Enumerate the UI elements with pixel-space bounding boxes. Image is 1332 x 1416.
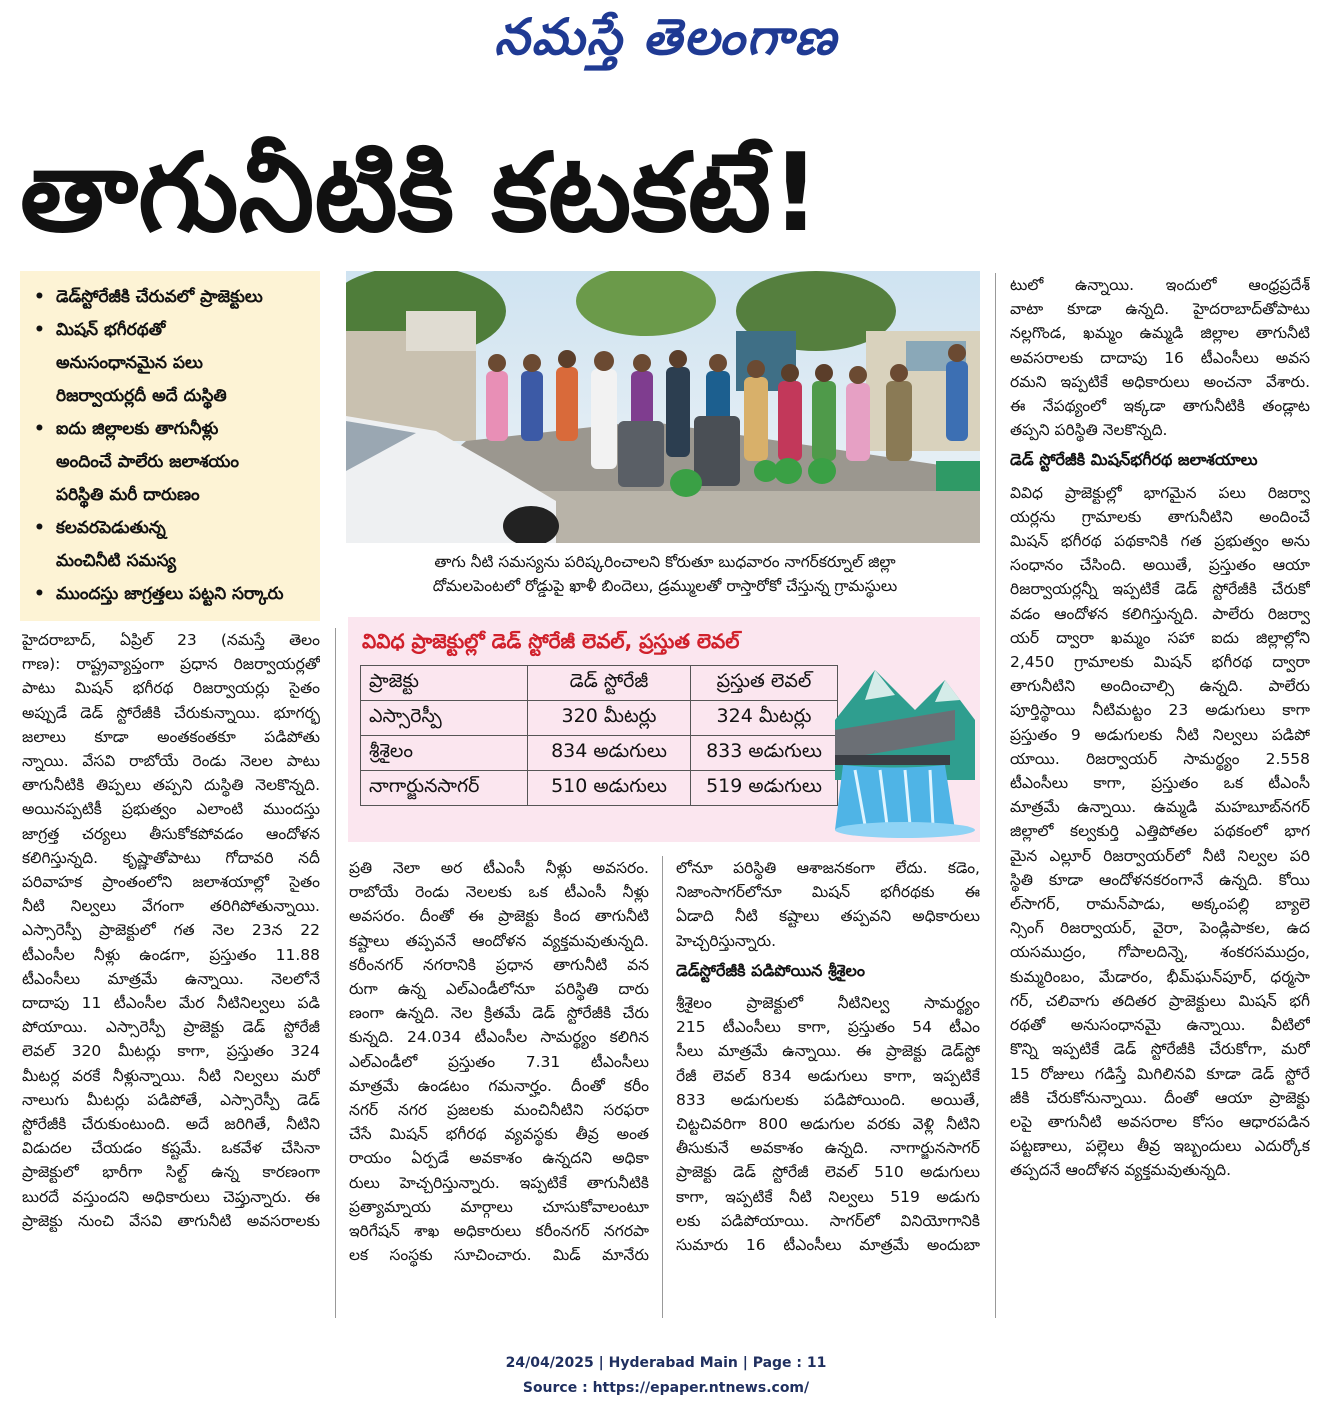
table-cell: 833 అడుగులు (691, 736, 838, 771)
caption-line: తాగు నీటి సమస్యను పరిష్కరించాలని కోరుతూ బుధవారం నాగర్‌కర్నూల్ జిల్లా (434, 553, 896, 571)
highlight-line: ముందస్తు జాగ్రత్తలు పట్టని సర్కారు (56, 584, 284, 604)
article-text-line: కున్నది. 24.034 టీఎంసీల సామర్థ్యం కలిగిన (349, 1028, 649, 1047)
article-text-line: వడం ఆందోళన కలిగిస్తున్నది. పాలేరు రిజర్వా (1010, 604, 1310, 623)
article-text-line: ప్రాజెక్టు నుంచి వేసవి తాగునీటి అవసరాలకు (22, 1211, 320, 1230)
article-text-line: రాయం ఏర్పడే అవకాశం ఉన్నదని అధికా (349, 1149, 649, 1168)
highlight-line: కలవరపెడుతున్న (56, 518, 166, 538)
article-text-line: ప్రాజెక్టులో భారీగా సిల్ట్ ఉన్న కారణంగా (22, 1163, 320, 1182)
article-text-line: అప్పుడే డెడ్ స్టోరేజీకి చేరుకున్నాయి. భూగర్భ (22, 703, 320, 722)
article-text-line: లపై తాగునీటి అవసరాల కోసం ఆధారపడిన (1010, 1112, 1310, 1131)
highlight-line: అనుసంధానమైన పలు (56, 353, 203, 373)
article-column-1 (22, 628, 320, 1233)
article-text-line: తప్పదనే ఆందోళన వ్యక్తమవుతున్నది. (1010, 1161, 1232, 1180)
article-text-line: ఏడాది నీటి కష్టాలు తప్పవని అధికారులు (676, 907, 980, 926)
article-text-line: మీటర్ల వరకే నీళ్లున్నాయి. నీటి నిల్వలు మరో (22, 1066, 320, 1085)
article-text-line: తాగునీటిని అందించాల్సి ఉన్నది. పాలేరు (1010, 677, 1310, 696)
table-row (361, 701, 838, 736)
article-text-line: లక సంస్థకు సూచించారు. మిడ్ మానేరు (349, 1246, 649, 1265)
article-text-line: జలాలు కూడా అంతకంతకూ పడిపోతు (22, 727, 320, 746)
article-text-line: కొన్ని ఇప్పటికే డెడ్ స్టోరేజీకి చేరుకోగా, మరో (1010, 1040, 1310, 1059)
article-text-line: మాత్రమే ఉన్నాయి. ఉమ్మడి మహబూబ్‌నగర్ (1010, 798, 1310, 817)
article-text-line: హెచ్చరిస్తున్నారు. (676, 931, 777, 950)
article-text-line: తప్పని పరిస్థితి నెలకొన్నది. (1010, 421, 1168, 440)
column-divider (335, 628, 336, 1318)
article-text-line: పోయాయి. ఎస్సారెస్పీ ప్రాజెక్టు డెడ్ స్టోరేజీ (22, 1018, 320, 1037)
article-text-line: నగర్ నగర ప్రజలకు మంచినీటిని సరఫరా (349, 1101, 649, 1120)
highlight-item (30, 413, 312, 512)
masthead-logo: నమస్తే తెలంగాణ (494, 8, 838, 66)
article-text-line: 2,450 గ్రామాలకు మిషన్ భగీరథ ద్వారా (1010, 653, 1310, 672)
article-text-line: అవసరం. దీంతో ఈ ప్రాజెక్టు కింద తాగునీటి (349, 907, 649, 926)
article-column-3 (676, 856, 980, 1257)
table-header: డెడ్ స్టోరేజీ (528, 666, 691, 701)
bullet-icon: • (34, 287, 45, 307)
article-text-line: స్థితి కూడా ఆందోళనకరంగానే ఉన్నది. కోయి (1010, 870, 1310, 889)
dam-icon (835, 660, 975, 838)
article-text-line: సుమారు 16 టీఎంసీలు మాత్రమే అందుబా (676, 1236, 980, 1255)
article-text-line: కుమ్మరింబం, మేడారం, భీమ్‌ఘన్‌పూర్, ధర్మసా (1010, 967, 1310, 986)
article-text-line: కరీంనగర్ నగరానికి ప్రధాన తాగునీటి వన (349, 955, 649, 974)
article-text-line: లోనూ పరిస్థితి ఆశాజనకంగా లేదు. కడెం, (676, 859, 980, 877)
article-text-line: ఈ నేపథ్యంలో ఇక్కడా తాగునీటికి తండ్లాట (1010, 397, 1310, 416)
article-text-line: నీటి నిల్వలు వేగంగా తరిగిపోతున్నాయి. (22, 897, 320, 916)
table-header: ప్రాజెక్టు (361, 666, 528, 701)
highlight-line: మిషన్ భగీరథతో (56, 320, 166, 340)
table-row (361, 771, 838, 806)
article-text-line: కాగా, ఇప్పటికే నీటి నిల్వలు 519 అడుగు (676, 1187, 980, 1206)
article-text-line: యర్లను గ్రామాలకు తాగునీటిని అందించే (1010, 507, 1310, 526)
table-row (361, 736, 838, 771)
article-text-line: ప్రస్తుతం 9 అడుగులకు నీటి నిల్వలు పడిపో (1010, 725, 1310, 744)
table-header: ప్రస్తుత లెవల్ (691, 666, 838, 701)
article-text-line: మిషన్ భగీరథ పథకానికి గత ప్రభుత్వం అను (1010, 532, 1310, 551)
article-text-line: 833 అడుగులకు పడిపోయింది. అయితే, (676, 1090, 980, 1109)
article-text-line: మాత్రమే ఉండటం గమనార్హం. దీంతో కరీం (349, 1076, 649, 1095)
article-text-line: అయినప్పటికీ ప్రభుత్వం ఎలాంటి ముందస్తు (22, 800, 320, 819)
bullet-icon: • (34, 518, 45, 538)
article-text-line: టులో ఉన్నాయి. ఇందులో ఆంధ్రప్రదేశ్ (1010, 276, 1310, 294)
table-cell: నాగార్జునసాగర్ (361, 771, 528, 806)
article-text-line: వాటా కూడా ఉన్నది. హైదరాబాద్‌తోపాటు (1010, 300, 1310, 319)
footer-edition-info: 24/04/2025 | Hyderabad Main | Page : 11 (505, 1355, 827, 1371)
highlight-item (30, 578, 312, 611)
dam-illustration (835, 660, 975, 838)
news-photo (346, 271, 980, 543)
highlight-item (30, 512, 312, 578)
article-text-line: హైదరాబాద్, ఏప్రిల్ 23 (నమస్తే తెలం (22, 631, 320, 649)
article-text-line: ప్రత్యామ్నాయ మార్గాలు చూసుకోవాలంటూ (349, 1197, 649, 1216)
article-column-2 (349, 856, 649, 1267)
article-text-line: జిల్లాలో కల్వకుర్తి ఎత్తిపోతల పథకంలో భాగ (1010, 822, 1310, 841)
article-text-line: లకు పడిపోయాయి. సాగర్‌లో వినియోగానికి (676, 1211, 980, 1230)
article-text-line: గర్, చలివాగు తదితర ప్రాజెక్టులు మిషన్ భగీ (1010, 991, 1310, 1010)
article-text-line: లెవల్ 320 మీటర్లు కాగా, ప్రస్తుతం 324 (22, 1042, 320, 1061)
article-text-line: జాగ్రత్త చర్యలు తీసుకోకపోవడం ఆందోళన (22, 824, 320, 843)
headline: తాగునీటికి కటకటే! (20, 131, 821, 256)
table-cell: 510 అడుగులు (528, 771, 691, 806)
article-text-line: న్నాయి. వేసవి రాబోయే రెండు నెలల పాటు (22, 752, 320, 771)
article-text-line: ఎస్సారెస్పీ ప్రాజెక్టులో గత నెల 23న 22 (22, 921, 320, 940)
article-text-line: పట్టణాలు, పల్లెలు తీవ్ర ఇబ్బందులు ఎదుర్కోక (1010, 1137, 1310, 1156)
article-text-line: శ్రీశైలం ప్రాజెక్టులో నీటినిల్వ సామర్థ్యం (676, 994, 980, 1013)
article-text-line: రుగా ఉన్న ఎల్‌ఎండీలోనూ పరిస్థితి దారు (349, 980, 649, 999)
footer-source: Source : https://epaper.ntnews.com/ (522, 1380, 810, 1396)
article-text-line: యర్ ద్వారా ఖమ్మం సహా ఐదు జిల్లాల్లోని (1010, 628, 1310, 647)
photo-caption (360, 550, 970, 598)
article-text-line: రమని ఇప్పటికే అధికారులు అంచనా వేశారు. (1010, 372, 1310, 391)
article-text-line: రులు హెచ్చరిస్తున్నారు. ఇప్పటికే తాగునీటికి (349, 1173, 649, 1192)
table-cell: 320 మీటర్లు (528, 701, 691, 736)
article-text-line: రేజీ లెవల్ 834 అడుగులు కాగా, ఇప్పటికే (676, 1066, 980, 1085)
article-text-line: విడుదల చేయడం కష్టమే. ఒకవేళ చేసినా (22, 1139, 320, 1158)
article-text-line: టీఎంసీలు మాత్రమే ఉన్నాయి. నెలలోనే (22, 969, 320, 988)
article-text-line: పాటు మిషన్ భగీరథ రిజర్వాయర్లు సైతం (22, 679, 320, 698)
levels-table (360, 665, 838, 806)
article-text-line: పరివాహక ప్రాంతంలోని జలాశయాల్లో సైతం (22, 873, 320, 892)
article-text-line: న్సింగ్ రిజర్వాయర్, వైరా, పెండ్లిపాకల, ఉద (1010, 919, 1310, 938)
article-text-line: కష్టాలు తప్పవనే ఆందోళన వ్యక్తమవుతున్నది. (349, 931, 649, 950)
article-text-line: మైన ఎల్లూర్ రిజర్వాయర్‌లో నీటి నిల్వల పరి (1010, 846, 1310, 865)
article-text-line: యసముద్రం, గోపాలదిన్నె, శంకరసముద్రం, (1010, 943, 1310, 962)
bullet-icon: • (34, 320, 45, 340)
article-column-4 (1010, 273, 1310, 1183)
table-title: వివిధ ప్రాజెక్టుల్లో డెడ్ స్టోరేజీ లెవల్, ప్రస్తుత లెవల్ (362, 629, 740, 653)
article-text-line: చేసే మిషన్ భగీరథ వ్యవస్థకు తీవ్ర అంత (349, 1125, 649, 1144)
article-text-line: నిజాంసాగర్‌లోనూ మిషన్ భగీరథకు ఈ (676, 883, 980, 902)
table-cell: శ్రీశైలం (361, 736, 528, 771)
article-text-line: తీసుకునే అవకాశం ఉన్నది. నాగార్జునసాగర్ (676, 1139, 980, 1158)
article-text-line: యాయి. రిజర్వాయర్ సామర్థ్యం 2.558 (1010, 749, 1310, 768)
table-cell: ఎస్సారెస్పీ (361, 701, 528, 736)
article-text-line: ప్రతి నెలా అర టీఎంసీ నీళ్లు అవసరం. (349, 859, 649, 877)
column-divider (662, 856, 663, 1318)
article-text-line: నల్లగొండ, ఖమ్మం ఉమ్మడి జిల్లాల తాగునీటి (1010, 324, 1310, 343)
article-text-line: రాబోయే రెండు నెలలకు ఒక టీఎంసీ నీళ్లు (349, 883, 649, 902)
column-divider (995, 273, 996, 1318)
highlight-line: పరిస్థితి మరీ దారుణం (56, 485, 200, 505)
article-text-line: ల్‌సాగర్, రామన్‌పాడు, అక్కంపల్లి బ్యాలె (1010, 895, 1310, 914)
highlight-line: రిజర్వాయర్లదీ అదే దుస్థితి (56, 386, 227, 406)
article-text-line: బురదే వస్తుందని అధికారులు చెప్తున్నారు. ఈ (22, 1187, 320, 1206)
table-cell: 519 అడుగులు (691, 771, 838, 806)
article-text-line: గాణ): రాష్ట్రవ్యాప్తంగా ప్రధాన రిజర్వాయర్లతో (22, 655, 320, 674)
highlight-item (30, 281, 312, 314)
highlight-item (30, 314, 312, 413)
article-text-line: 215 టీఎంసీలు కాగా, ప్రస్తుతం 54 టీఎం (676, 1018, 980, 1037)
highlight-line: ఐదు జిల్లాలకు తాగునీళ్లు (56, 419, 219, 439)
article-text-line: స్టోరేజీకి చేరుకుంటుంది. అదే జరిగితే, నీటిని (22, 1115, 320, 1134)
article-text-line: కలిగిస్తున్నది. కృష్ణాతోపాటు గోదావరి నదీ (22, 848, 320, 867)
sub-heading: డెడ్‌స్టోరేజీకి పడిపోయిన శ్రీశైలం (676, 960, 866, 980)
article-text-line: చిట్టచివరిగా 800 అడుగుల వరకు వెళ్లి నీటిని (676, 1115, 980, 1134)
highlight-line: అందించే పాలేరు జలాశయం (56, 452, 240, 472)
sub-heading: డెడ్ స్టోరేజీకి మిషన్‌భగీరథ జలాశయాలు (1010, 450, 1258, 470)
article-text-line: జీకి చేరుకోనున్నాయి. దీంతో ఆయా ప్రాజెక్టు (1010, 1088, 1310, 1107)
highlight-line: మంచినీటి సమస్య (56, 551, 177, 571)
article-text-line: ఎల్‌ఎండీలో ప్రస్తుతం 7.31 టీఎంసీలు (349, 1052, 649, 1071)
protest-photo-illustration (346, 271, 980, 543)
article-text-line: దాదాపు 11 టీఎంసీల మేర నీటినిల్వలు పడి (22, 994, 320, 1013)
article-text-line: సంధానం చేసింది. అయితే, ప్రస్తుతం ఆయా (1010, 556, 1310, 575)
article-text-line: రిజర్వాయర్లన్నీ ఇప్పటికే డెడ్ స్టోరేజీకి చేరుకో (1010, 580, 1310, 599)
highlight-line: డెడ్‌స్టోరేజీకి చేరువలో ప్రాజెక్టులు (56, 287, 263, 307)
article-text-line: నాలుగు మీటర్లు పడిపోతే, ఎస్సారెస్పీ డెడ్ (22, 1090, 320, 1109)
highlights-box (20, 271, 320, 621)
article-text-line: ణంగా ఉన్నది. నెల క్రితమే డెడ్ స్టోరేజీకి చేరు (349, 1004, 649, 1023)
article-text-line: వివిధ ప్రాజెక్టుల్లో భాగమైన పలు రిజర్వా (1010, 483, 1310, 502)
article-text-line: పూర్తిస్థాయి నీటిమట్టం 23 అడుగులు కాగా (1010, 701, 1310, 720)
article-text-line: ప్రాజెక్టు డెడ్ స్టోరేజీ లెవల్ 510 అడుగులు (676, 1163, 980, 1182)
bullet-icon: • (34, 419, 45, 439)
bullet-icon: • (34, 584, 45, 604)
table-cell: 834 అడుగులు (528, 736, 691, 771)
table-cell: 324 మీటర్లు (691, 701, 838, 736)
article-text-line: టీఎంసీలు కాగా, ప్రస్తుతం ఒక టీఎంసీ (1010, 774, 1310, 793)
table-header-row (361, 666, 838, 701)
article-text-line: టీఎంసీల నీళ్లు ఉండగా, ప్రస్తుతం 11.88 (22, 945, 320, 964)
caption-line: దోమలపెంటలో రోడ్డుపై ఖాళీ బిందెలు, డ్రమ్ములతో రాస్తారోకో చేస్తున్న గ్రామస్థులు (432, 577, 898, 595)
article-text-line: సీలు మాత్రమే ఉన్నాయి. ఈ ప్రాజెక్టు డెడ్‌స్టో (676, 1042, 980, 1061)
article-text-line: అవసరాలకు దాదాపు 16 టీఎంసీలు అవస (1010, 348, 1310, 367)
article-text-line: 15 రోజులు గడిస్తే మిగిలినవి కూడా డెడ్ స్టోరే (1010, 1064, 1310, 1083)
article-text-line: రథతో అనుసంధానమై ఉన్నాయి. వీటిలో (1010, 1016, 1310, 1035)
article-text-line: తాగునీటికి తిప్పలు తప్పని దుస్థితి నెలకొన్నది. (22, 776, 320, 795)
article-text-line: ఇరిగేషన్ శాఖ అధికారులు కరీంనగర్ నగరపా (349, 1222, 649, 1241)
